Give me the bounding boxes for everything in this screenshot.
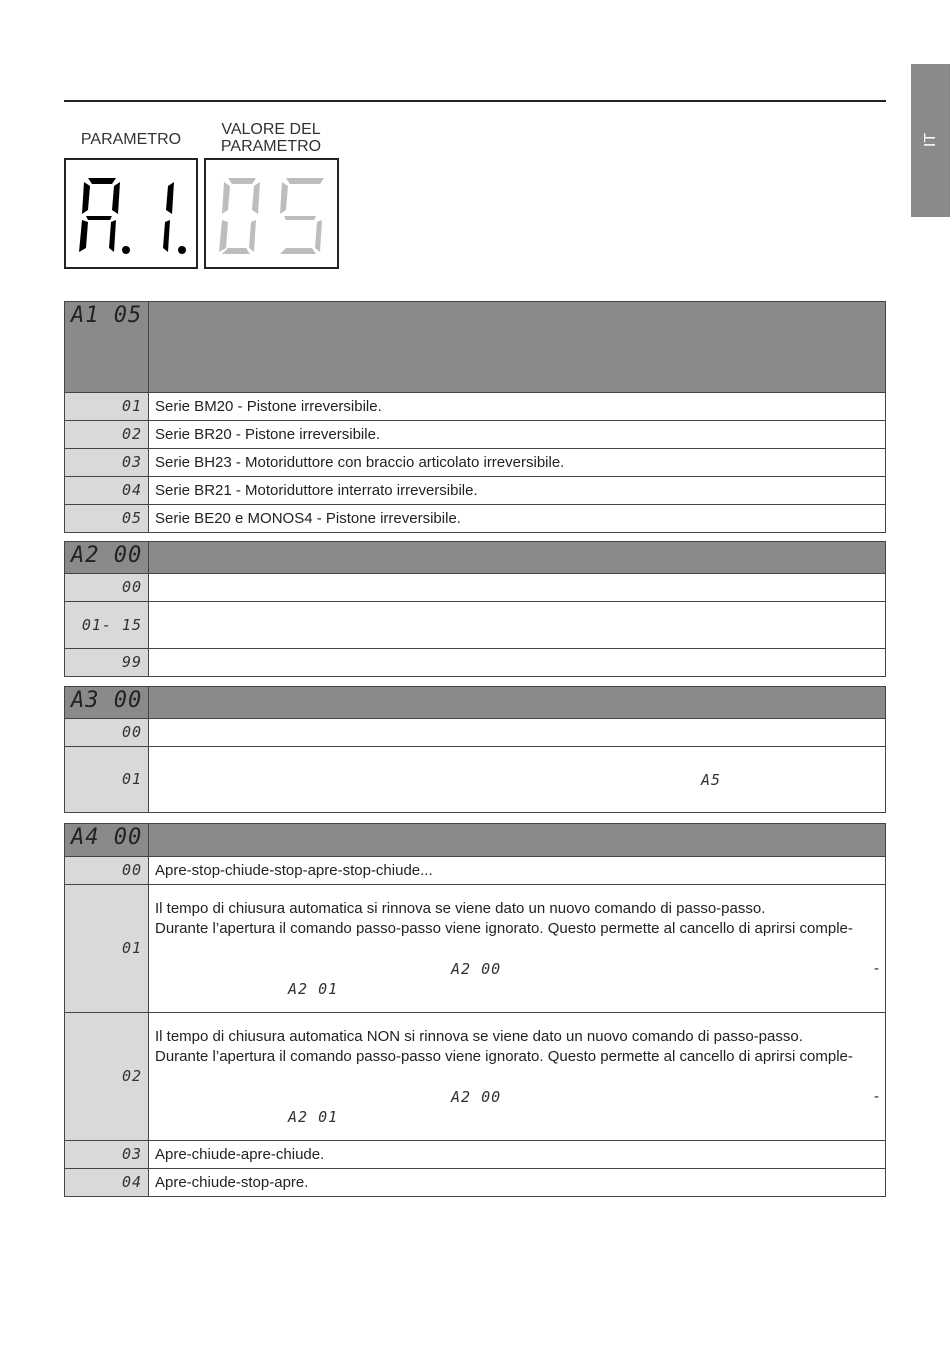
value-code: 01	[65, 393, 149, 421]
parameter-code: A2 00	[65, 542, 149, 574]
inline-param-code: A2 00	[451, 959, 502, 978]
value-code: 03	[65, 1141, 149, 1169]
value-code: 00	[65, 719, 149, 747]
table-row	[65, 1013, 886, 1141]
parameter-title	[149, 824, 886, 857]
value-code: 00	[65, 574, 149, 602]
header-rule	[64, 100, 886, 102]
language-tab-label: IT	[921, 132, 939, 148]
valore-label	[204, 121, 338, 155]
inline-param-code: A5	[701, 770, 722, 789]
table-header-row	[65, 542, 886, 574]
value-description	[149, 574, 886, 602]
value-description	[149, 1013, 886, 1141]
value-description: Serie BH23 - Motoriduttore con braccio articolato irreversibile.	[149, 449, 886, 477]
table-row	[65, 505, 886, 533]
value-description	[149, 885, 886, 1013]
value-code: 00	[65, 857, 149, 885]
value-code: 02	[65, 1013, 149, 1141]
value-code: 01	[65, 747, 149, 813]
value-description: Serie BR21 - Motoriduttore interrato irreversibile.	[149, 477, 886, 505]
table-row	[65, 421, 886, 449]
value-description	[149, 602, 886, 649]
table-row	[65, 1141, 886, 1169]
value-description	[149, 719, 886, 747]
value-description: Serie BR20 - Pistone irreversibile.	[149, 421, 886, 449]
table-row	[65, 602, 886, 649]
table-row	[65, 477, 886, 505]
value-description: Apre-chiude-stop-apre.	[149, 1169, 886, 1197]
table-row	[65, 747, 886, 813]
parameter-title	[149, 542, 886, 574]
table-header-row	[65, 824, 886, 857]
inline-param-code: A2 01	[288, 1107, 339, 1126]
description-line: Il tempo di chiusura automatica NON si rinnova se viene dato un nuovo comando di passo-passo.	[155, 1027, 803, 1045]
table-a4	[64, 823, 886, 1197]
table-row	[65, 719, 886, 747]
hyphen: -	[874, 959, 879, 977]
table-row	[65, 574, 886, 602]
value-code: 99	[65, 649, 149, 677]
value-description: Serie BE20 e MONOS4 - Pistone irreversibile.	[149, 505, 886, 533]
parameter-title	[149, 302, 886, 393]
table-row	[65, 1169, 886, 1197]
table-a3	[64, 686, 886, 813]
value-code: 04	[65, 1169, 149, 1197]
table-a2	[64, 541, 886, 677]
table-row	[65, 885, 886, 1013]
description-line: Durante l’apertura il comando passo-passo viene ignorato. Questo permette al cancello di aprirsi comple-	[155, 1047, 853, 1065]
valore-label-line2: PARAMETRO	[220, 138, 322, 155]
description-line: Durante l’apertura il comando passo-passo viene ignorato. Questo permette al cancello di aprirsi comple-	[155, 919, 853, 937]
inline-param-code: A2 01	[288, 979, 339, 998]
inline-param-code: A2 00	[451, 1087, 502, 1106]
language-tab	[911, 64, 950, 217]
table-row	[65, 393, 886, 421]
description-line: Il tempo di chiusura automatica si rinnova se viene dato un nuovo comando di passo-passo.	[155, 899, 766, 917]
valore-label-line1: VALORE DEL	[221, 121, 321, 138]
parameter-title	[149, 687, 886, 719]
value-code: 04	[65, 477, 149, 505]
parametro-label: PARAMETRO	[80, 131, 182, 148]
table-row	[65, 857, 886, 885]
value-description: Serie BM20 - Pistone irreversibile.	[149, 393, 886, 421]
table-row	[65, 449, 886, 477]
hyphen: -	[874, 1087, 879, 1105]
parameter-display	[64, 158, 198, 269]
value-description	[149, 649, 886, 677]
value-code: 05	[65, 505, 149, 533]
value-description: Apre-chiude-apre-chiude.	[149, 1141, 886, 1169]
value-display	[204, 158, 339, 269]
table-row	[65, 649, 886, 677]
table-header-row	[65, 687, 886, 719]
parameter-seven-segment	[66, 160, 200, 271]
parameter-code: A1 05	[65, 302, 149, 393]
table-header-row	[65, 302, 886, 393]
parameter-code: A4 00	[65, 824, 149, 857]
value-code: 01	[65, 885, 149, 1013]
value-code: 03	[65, 449, 149, 477]
value-code: 01- 15	[65, 602, 149, 649]
value-description: Apre-stop-chiude-stop-apre-stop-chiude...	[149, 857, 886, 885]
table-a1	[64, 301, 886, 533]
value-code: 02	[65, 421, 149, 449]
parameter-code: A3 00	[65, 687, 149, 719]
value-description	[149, 747, 886, 813]
value-seven-segment	[206, 160, 341, 271]
